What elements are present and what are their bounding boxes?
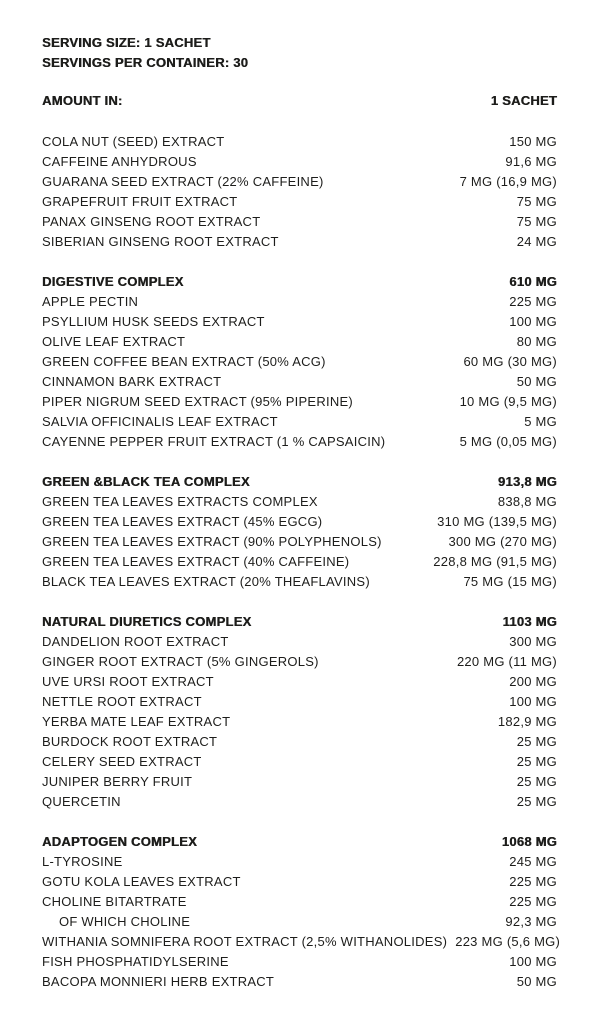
- ingredient-amount: 310 MG (139,5 MG): [437, 514, 557, 529]
- ingredient-amount: 50 MG: [516, 974, 557, 989]
- ingredient-name: L-TYROSINE: [42, 854, 123, 869]
- ingredient-row: [42, 652, 557, 672]
- ingredient-row: [42, 312, 557, 332]
- ingredient-amount: 25 MG: [516, 734, 557, 749]
- ingredient-row: [42, 852, 557, 872]
- spacer: [42, 452, 557, 472]
- ingredient-name: ADAPTOGEN COMPLEX: [42, 834, 197, 849]
- ingredient-row: [42, 552, 557, 572]
- ingredient-row: [42, 432, 557, 452]
- ingredient-amount: 92,3 MG: [505, 914, 557, 929]
- ingredient-amount: 610 MG: [509, 274, 557, 289]
- ingredient-name: CAFFEINE ANHYDROUS: [42, 154, 197, 169]
- ingredient-amount: 200 MG: [509, 674, 557, 689]
- ingredient-name: WITHANIA SOMNIFERA ROOT EXTRACT (2,5% WITHANOLIDES): [42, 934, 448, 949]
- table-header-row: [42, 91, 557, 111]
- ingredient-amount: 24 MG: [516, 234, 557, 249]
- ingredient-name: GINGER ROOT EXTRACT (5% GINGEROLS): [42, 654, 319, 669]
- ingredient-amount: 245 MG: [509, 854, 557, 869]
- ingredient-name: GREEN TEA LEAVES EXTRACT (45% EGCG): [42, 514, 323, 529]
- ingredient-name: GREEN TEA LEAVES EXTRACT (90% POLYPHENOLS): [42, 534, 382, 549]
- ingredient-row: [42, 572, 557, 592]
- ingredient-name: BURDOCK ROOT EXTRACT: [42, 734, 218, 749]
- ingredient-amount: 5 MG: [524, 414, 557, 429]
- ingredient-amount: 225 MG: [509, 894, 557, 909]
- ingredient-name: DIGESTIVE COMPLEX: [42, 274, 184, 289]
- amount-in-header: AMOUNT IN:: [42, 93, 123, 108]
- sections: [42, 132, 561, 992]
- ingredient-amount: 1103 MG: [502, 614, 557, 629]
- ingredient-row: [42, 632, 557, 652]
- ingredient-row: [42, 412, 557, 432]
- ingredient-row: [42, 332, 557, 352]
- ingredient-name: CINNAMON BARK EXTRACT: [42, 374, 222, 389]
- ingredient-amount: 100 MG: [509, 314, 557, 329]
- ingredient-row: [42, 172, 557, 192]
- ingredient-row: [42, 192, 557, 212]
- ingredient-name: QUERCETIN: [42, 794, 121, 809]
- ingredient-name: DANDELION ROOT EXTRACT: [42, 634, 229, 649]
- ingredient-amount: 1068 MG: [501, 834, 557, 849]
- ingredient-name: PIPER NIGRUM SEED EXTRACT (95% PIPERINE): [42, 394, 353, 409]
- ingredient-row: [42, 972, 557, 992]
- ingredient-row: [42, 772, 557, 792]
- spacer: [42, 73, 557, 91]
- ingredient-amount: 220 MG (11 MG): [456, 654, 557, 669]
- ingredient-amount: 225 MG: [509, 874, 557, 889]
- ingredient-name: CELERY SEED EXTRACT: [42, 754, 202, 769]
- spacer: [42, 592, 557, 612]
- ingredient-name: SIBERIAN GINSENG ROOT EXTRACT: [42, 234, 279, 249]
- ingredient-amount: 150 MG: [509, 134, 557, 149]
- ingredient-amount: 60 MG (30 MG): [463, 354, 557, 369]
- ingredient-amount: 182,9 MG: [497, 714, 557, 729]
- ingredient-name: BLACK TEA LEAVES EXTRACT (20% THEAFLAVINS): [42, 574, 370, 589]
- ingredient-name: PANAX GINSENG ROOT EXTRACT: [42, 214, 261, 229]
- ingredient-amount: 300 MG: [509, 634, 557, 649]
- ingredient-amount: 300 MG (270 MG): [448, 534, 557, 549]
- ingredient-name: YERBA MATE LEAF EXTRACT: [42, 714, 231, 729]
- ingredient-amount: 228,8 MG (91,5 MG): [433, 554, 557, 569]
- ingredient-name: SALVIA OFFICINALIS LEAF EXTRACT: [42, 414, 278, 429]
- ingredient-amount: 10 MG (9,5 MG): [459, 394, 557, 409]
- ingredient-amount: 80 MG: [516, 334, 557, 349]
- ingredient-name: UVE URSI ROOT EXTRACT: [42, 674, 214, 689]
- ingredient-amount: 50 MG: [516, 374, 557, 389]
- ingredient-name: BACOPA MONNIERI HERB EXTRACT: [42, 974, 275, 989]
- section-title-row: [42, 612, 557, 632]
- ingredient-amount: 75 MG: [516, 214, 557, 229]
- section-title-row: [42, 832, 557, 852]
- ingredient-amount: 25 MG: [516, 754, 557, 769]
- ingredient-name: JUNIPER BERRY FRUIT: [42, 774, 193, 789]
- ingredient-row: [42, 732, 557, 752]
- ingredient-row: [42, 132, 557, 152]
- ingredient-name: APPLE PECTIN: [42, 294, 139, 309]
- spacer: [42, 111, 557, 132]
- ingredient-name: COLA NUT (SEED) EXTRACT: [42, 134, 225, 149]
- ingredient-row: [42, 712, 557, 732]
- section-title-row: [42, 472, 557, 492]
- ingredient-amount: 91,6 MG: [505, 154, 557, 169]
- ingredient-name: OLIVE LEAF EXTRACT: [42, 334, 186, 349]
- ingredient-row: [42, 232, 557, 252]
- ingredient-amount: 75 MG (15 MG): [463, 574, 557, 589]
- ingredient-row: [42, 752, 557, 772]
- ingredient-amount: 25 MG: [516, 774, 557, 789]
- ingredient-row: [42, 792, 557, 812]
- ingredient-row: [42, 352, 557, 372]
- ingredient-row: [42, 392, 557, 412]
- ingredient-name: OF WHICH CHOLINE: [59, 914, 191, 929]
- ingredient-amount: 223 MG (5,6 MG): [455, 934, 561, 949]
- ingredient-name: CAYENNE PEPPER FRUIT EXTRACT (1 % CAPSAICIN): [42, 434, 386, 449]
- serving-size-line: SERVING SIZE: 1 SACHET: [42, 35, 211, 50]
- ingredient-amount: 75 MG: [516, 194, 557, 209]
- servings-per-container-line: SERVINGS PER CONTAINER: 30: [42, 55, 249, 70]
- ingredient-row: [42, 512, 557, 532]
- ingredient-row: [42, 212, 557, 232]
- ingredient-name: GREEN TEA LEAVES EXTRACTS COMPLEX: [42, 494, 318, 509]
- section-title-row: [42, 272, 557, 292]
- sachet-column-header: 1 SACHET: [490, 93, 557, 108]
- ingredient-row: [42, 672, 557, 692]
- ingredient-amount: 100 MG: [509, 694, 557, 709]
- ingredient-name: GOTU KOLA LEAVES EXTRACT: [42, 874, 241, 889]
- ingredient-name: GREEN &BLACK TEA COMPLEX: [42, 474, 250, 489]
- ingredient-row: [42, 292, 557, 312]
- ingredient-amount: 25 MG: [516, 794, 557, 809]
- ingredient-row: [42, 912, 557, 932]
- ingredient-row: [42, 932, 561, 952]
- ingredient-name: GUARANA SEED EXTRACT (22% CAFFEINE): [42, 174, 324, 189]
- ingredient-row: [42, 492, 557, 512]
- ingredient-name: NETTLE ROOT EXTRACT: [42, 694, 202, 709]
- ingredient-row: [42, 892, 557, 912]
- ingredient-name: FISH PHOSPHATIDYLSERINE: [42, 954, 229, 969]
- ingredient-amount: 7 MG (16,9 MG): [459, 174, 557, 189]
- spacer: [42, 812, 557, 832]
- ingredient-amount: 5 MG (0,05 MG): [459, 434, 557, 449]
- ingredient-row: [42, 152, 557, 172]
- ingredient-name: NATURAL DIURETICS COMPLEX: [42, 614, 252, 629]
- ingredient-name: GREEN COFFEE BEAN EXTRACT (50% ACG): [42, 354, 326, 369]
- spacer: [42, 252, 557, 272]
- ingredient-row: [42, 872, 557, 892]
- ingredient-amount: 100 MG: [509, 954, 557, 969]
- ingredient-name: GREEN TEA LEAVES EXTRACT (40% CAFFEINE): [42, 554, 350, 569]
- ingredient-row: [42, 372, 557, 392]
- ingredient-amount: 225 MG: [509, 294, 557, 309]
- ingredient-name: CHOLINE BITARTRATE: [42, 894, 187, 909]
- ingredient-row: [42, 532, 557, 552]
- ingredient-amount: 913,8 MG: [497, 474, 557, 489]
- ingredient-name: PSYLLIUM HUSK SEEDS EXTRACT: [42, 314, 265, 329]
- ingredient-row: [42, 952, 557, 972]
- ingredient-amount: 838,8 MG: [497, 494, 557, 509]
- ingredient-name: GRAPEFRUIT FRUIT EXTRACT: [42, 194, 238, 209]
- ingredient-row: [42, 692, 557, 712]
